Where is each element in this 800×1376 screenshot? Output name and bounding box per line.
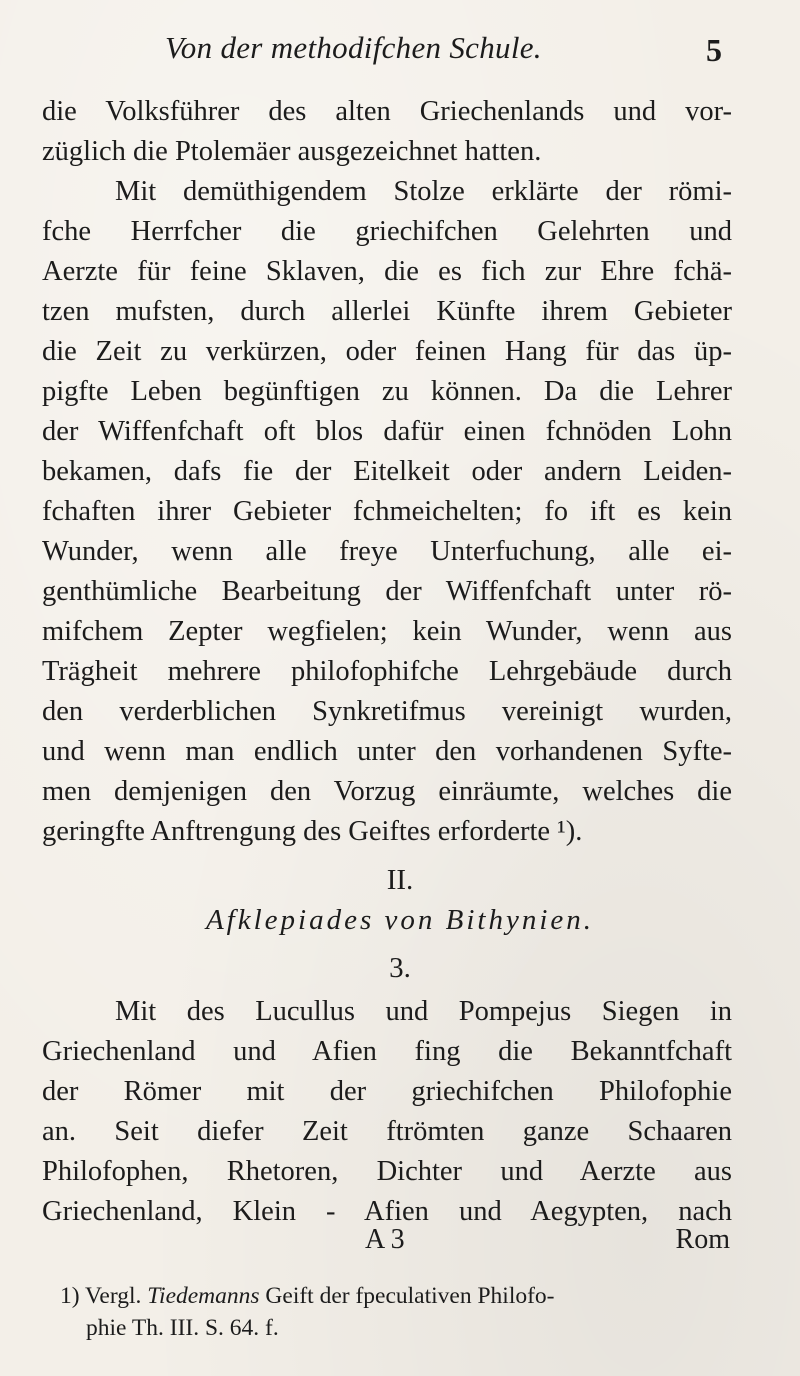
text-line: bekamen, dafs fie der Eitelkeit oder andern Leiden- <box>42 456 732 487</box>
text-line: an. Seit diefer Zeit ftrömten ganze Schaaren <box>42 1116 732 1147</box>
paragraph-number: 3. <box>389 952 411 984</box>
footnote-prefix: Vergl. <box>85 1283 142 1309</box>
text-line: die Zeit zu verkürzen, oder feinen Hang für das üp- <box>42 336 732 367</box>
footnote-author: Tiedemanns <box>147 1283 260 1309</box>
text-line: den verderblichen Synkretifmus vereinigt wurden, <box>42 696 732 727</box>
footnote-marker: 1) <box>60 1283 80 1309</box>
text-line: men demjenigen den Vorzug einräumte, welches die <box>42 776 732 807</box>
text-line: fche Herrfcher die griechifchen Gelehrten und <box>42 216 732 247</box>
text-line: Mit demüthigendem Stolze erklärte der römi- <box>115 176 732 207</box>
text-line: der Wiffenfchaft oft blos dafür einen fchnöden Lohn <box>42 416 732 447</box>
footnote-line: phie Th. III. S. 64. f. <box>86 1315 279 1341</box>
catchword: Rom <box>675 1224 730 1255</box>
text-line: genthümliche Bearbeitung der Wiffenfchaft unter rö- <box>42 576 732 607</box>
text-line: Wunder, wenn alle freye Unterfuchung, alle ei- <box>42 536 732 567</box>
signature-mark: A 3 <box>365 1224 405 1255</box>
text-line: fchaften ihrer Gebieter fchmeichelten; fo ift es kein <box>42 496 732 527</box>
text-line: Philofophen, Rhetoren, Dichter und Aerzte aus <box>42 1156 732 1187</box>
running-header: Von der methodifchen Schule. <box>165 30 542 65</box>
text-line: Trägheit mehrere philofophifche Lehrgebäude durch <box>42 656 732 687</box>
section-number: II. <box>386 864 414 896</box>
text-line: die Volksführer des alten Griechenlands und vor- <box>42 96 732 127</box>
section-title: Afklepiades von Bithynien. <box>205 904 595 936</box>
page-number: 5 <box>706 32 722 68</box>
text-line: und wenn man endlich unter den vorhandenen Syfte- <box>42 736 732 767</box>
text-line: Aerzte für feine Sklaven, die es fich zur Ehre fchä- <box>42 256 732 287</box>
text-line: geringfte Anftrengung des Geiftes erforderte ¹). <box>42 816 583 847</box>
text-line: Griechenland, Klein - Afien und Aegypten, nach <box>42 1196 732 1227</box>
text-line: mifchem Zepter wegfielen; kein Wunder, wenn aus <box>42 616 732 647</box>
text-line: Griechenland und Afien fing die Bekanntfchaft <box>42 1036 732 1067</box>
footnote-text: Geift der fpeculativen Philofo- <box>265 1283 555 1309</box>
text-line: züglich die Ptolemäer ausgezeichnet hatten. <box>42 136 542 167</box>
text-line: Mit des Lucullus und Pompejus Siegen in <box>115 996 732 1027</box>
footnote-line <box>60 1280 740 1312</box>
text-line: pigfte Leben begünftigen zu können. Da die Lehrer <box>42 376 732 407</box>
text-line: tzen mufsten, durch allerlei Künfte ihrem Gebieter <box>42 296 732 327</box>
text-line: der Römer mit der griechifchen Philofophie <box>42 1076 732 1107</box>
